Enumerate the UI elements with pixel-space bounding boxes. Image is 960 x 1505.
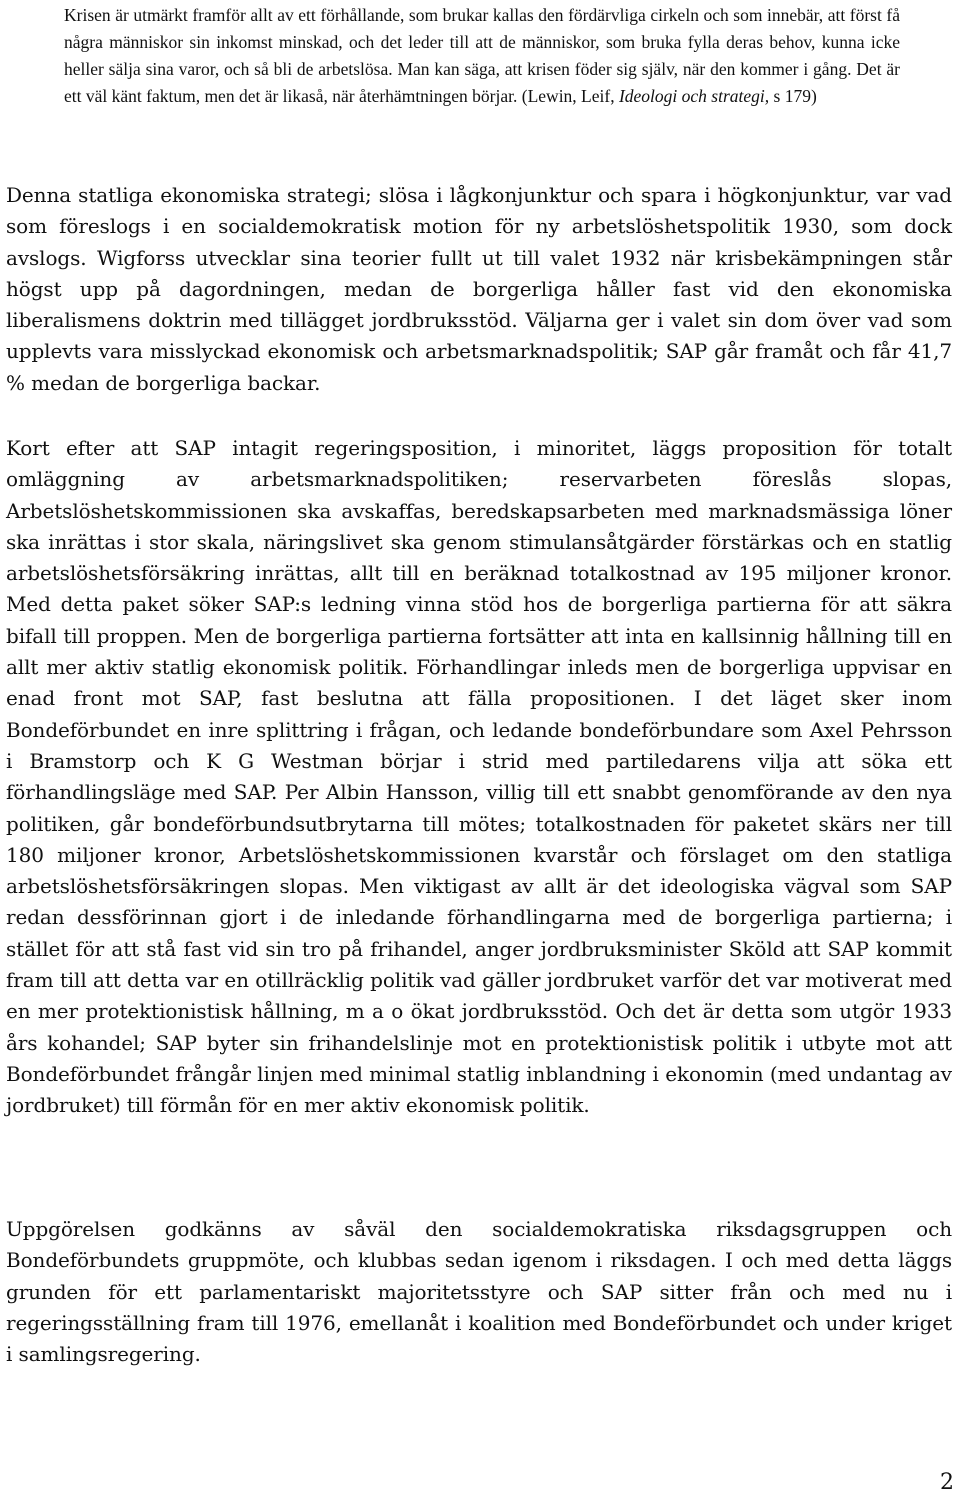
citation-title: Ideologi och strategi, [618, 86, 770, 106]
page-number: 2 [940, 1470, 954, 1495]
quote-text: Krisen är utmärkt framför allt av ett förhållande, som brukar kallas den fördärvliga cirkeln och som innebär, att först få några människor sin inkomst minskad, och det leder till att de människor, som bruka fylla deras behov, kunna icke heller sälja sina varor, och så bli de arbetslösa. Man kan säga, att krisen föder sig själv, när den kommer i gång. Det är ett väl känt faktum, men det är likaså, när återhämtningen börjar. [64, 5, 900, 106]
block-quote [64, 2, 900, 110]
paragraph-2: Kort efter att SAP intagit regeringsposition, i minoritet, läggs proposition för totalt omläggning av arbetsmarknadspolitiken; reservarbeten föreslås slopas, Arbetslöshetskommissionen ska avskaffas, beredskapsarbeten med marknadsmässiga löner ska inrättas i stor skala, näringslivet ska genom stimulansåtgärder förstärkas och en statlig arbetslöshetsförsäkring inrättas, allt till en beräknad totalkostnad av 195 miljoner kronor. Med detta paket söker SAP:s ledning vinna stöd hos de borgerliga partierna för att säkra bifall till proppen. Men de borgerliga partierna fortsätter att inta en kallsinnig hållning till en allt mer aktiv statlig ekonomisk politik. Förhandlingar inleds men de borgerliga uppvisar en enad front mot SAP, fast beslutna att fälla propositionen. I det läget sker inom Bondeförbundet en inre splittring i frågan, och ledande bondeförbundare som Axel Pehrsson i Bramstorp och K G Westman börjar i strid med partiledarens vilja att söka ett förhandlingsläge med SAP. Per Albin Hansson, villig till ett snabbt genomförande av den nya politiken, går bondeförbundsutbrytarna till mötes; totalkostnaden för paketet skärs ner till 180 miljoner kronor, Arbetslöshetskommissionen kvarstår och förslaget om den statliga arbetslöshetsförsäkringen slopas. Men viktigast av allt är det ideologiska vägval som SAP redan dessförinnan gjort i de inledande förhandlingarna med de borgerliga partierna; i stället för att stå fast vid sin tro på frihandel, anger jordbruksminister Sköld att SAP kommit fram till att detta var en otillräcklig politik vad gäller jordbruket varför det var motiverat med en mer protektionistisk hållning, m a o ökat jordbruksstöd. Och det är detta som utgör 1933 års kohandel; SAP byter sin frihandelslinje mot en protektionistisk politik i utbyte mot att Bondeförbundet frångår linjen med minimal statlig inblandning i ekonomin (med undantag av jordbruket) till förmån för en mer aktiv ekonomisk politik. [6, 436, 952, 1118]
paragraph-1: Denna statliga ekonomiska strategi; slösa i lågkonjunktur och spara i högkonjunktur, var vad som föreslogs i en socialdemokratisk motion för ny arbetslöshetspolitik 1930, som dock avslogs. Wigforss utvecklar sina teorier fullt ut till valet 1932 när krisbekämpningen står högst upp på dagordningen, medan de borgerliga håller fast vid den ekonomiska liberalismens doktrin med tillägget jordbruksstöd. Väljarna ger i valet sin dom över vad som upplevts vara misslyckad ekonomisk och arbetsmarknadspolitik; SAP går framåt och får 41,7 % medan de borgerliga backar. [6, 183, 952, 395]
citation-suffix: s 179) [773, 86, 817, 106]
citation-prefix: (Lewin, Leif, [521, 86, 615, 106]
paragraph-3: Uppgörelsen godkänns av såväl den socialdemokratiska riksdagsgruppen och Bondeförbundets gruppmöte, och klubbas sedan igenom i riksdagen. I och med detta läggs grunden för ett parlamentariskt majoritetsstyre och SAP sitter från och med nu i regeringsställning fram till 1976, emellanåt i koalition med Bondeförbundet och under kriget i samlingsregering. [6, 1217, 952, 1367]
